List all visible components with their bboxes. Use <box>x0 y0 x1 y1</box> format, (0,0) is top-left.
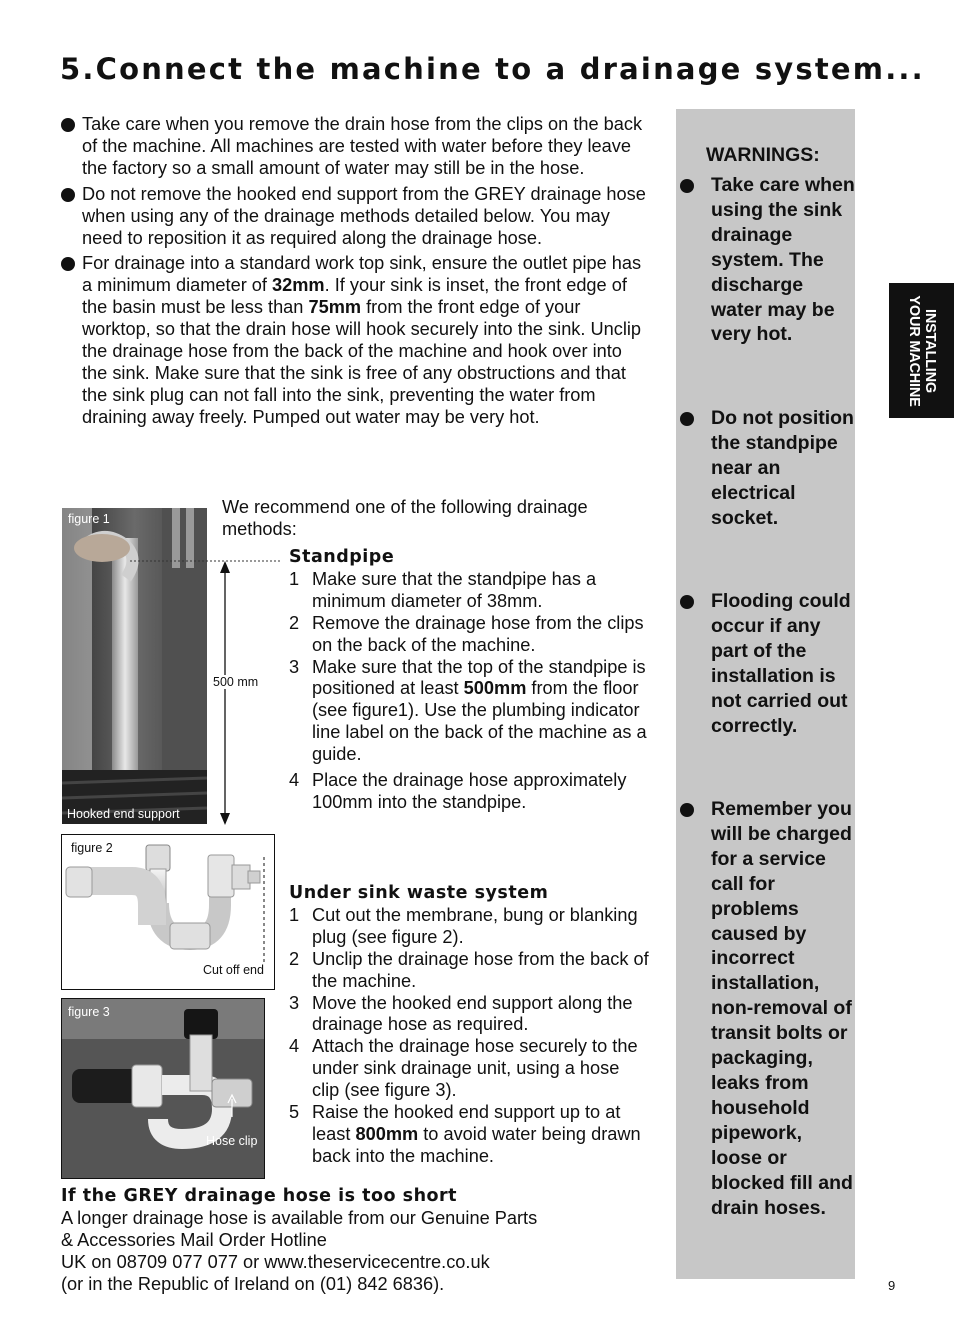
measure-arrow-icon <box>130 555 280 830</box>
step-text: Remove the drainage hose from the clips on the back of the machine. <box>312 612 644 655</box>
bullet-bold-value: 32mm <box>272 275 325 296</box>
standpipe-step <box>289 770 649 814</box>
step-number: 1 <box>289 568 300 589</box>
step-number: 5 <box>289 1102 300 1123</box>
side-tab-label: INSTALLING YOUR MACHINE <box>905 294 938 407</box>
undersink-heading: Under sink waste system <box>289 883 549 903</box>
step-text-part: from the floor (see figure1). Use the plumbing indicator line label on the back of the machine as a guide. <box>312 678 647 765</box>
step-number: 2 <box>289 612 300 633</box>
step-text: Move the hooked end support along the drainage hose as required. <box>312 992 633 1035</box>
page-title: 5.Connect the machine to a drainage system... <box>60 52 925 86</box>
undersink-step <box>289 949 649 993</box>
step-number: 1 <box>289 904 300 925</box>
bullet-item <box>60 253 650 428</box>
warning-item <box>678 173 856 347</box>
step-text-part: to avoid water being drawn back into the machine. <box>312 1123 641 1166</box>
bullet-dot-icon <box>680 412 694 426</box>
step-text: Cut out the membrane, bung or blanking plug (see figure 2). <box>312 904 638 947</box>
bullet-dot-icon <box>680 179 694 193</box>
short-hose-heading: If the GREY drainage hose is too short <box>61 1186 458 1206</box>
step-number: 2 <box>289 948 300 969</box>
figure-3-caption: Hose clip <box>206 1134 258 1148</box>
short-hose-line: (or in the Republic of Ireland on (01) 842 6836). <box>61 1273 445 1294</box>
figure-3-photo <box>61 998 265 1179</box>
bullet-dot-icon <box>680 803 694 817</box>
bullet-item <box>60 114 650 180</box>
bullet-text: Do not remove the hooked end support from the GREY drainage hose when using any of the drainage methods detailed below. You may need to reposition it as required along the drainage hose. <box>82 183 646 248</box>
warning-text: Remember you will be charged for a service call for problems caused by incorrect installation, non-removal of transit bolts or packaging, leaks from household pipework, loose or blocked fill and drain hoses. <box>711 798 853 1219</box>
standpipe-step <box>289 657 649 767</box>
warning-item <box>678 406 856 531</box>
short-hose-line: & Accessories Mail Order Hotline <box>61 1229 327 1250</box>
standpipe-step <box>289 613 649 657</box>
bullet-text-part: . If your sink is inset, the front edge of the basin must be less than <box>82 275 627 318</box>
figure-2-label: figure 2 <box>71 841 113 855</box>
section-side-tab <box>889 283 954 418</box>
bullet-text-part: from the front edge of your worktop, so that the drain hose will hook securely into the sink. Unclip the drainage hose from the back of the machine and hook over into the sink. Make sure that the sink is free of any obstructions and that the sink plug can not fall into the sink, preventing the water from draining away freely. Pumped out water may be very hot. <box>82 297 642 427</box>
undersink-step <box>289 1102 649 1168</box>
step-number: 3 <box>289 992 300 1013</box>
warning-text: Flooding could occur if any part of the installation is not carried out correctly. <box>711 590 851 737</box>
figure-1-label: figure 1 <box>68 512 110 526</box>
measure-label: 500 mm <box>213 675 259 689</box>
step-text: Make sure that the standpipe has a minimum diameter of 38mm. <box>312 568 597 611</box>
step-text-part: Raise the hooked end support up to at least <box>312 1102 621 1144</box>
standpipe-heading: Standpipe <box>289 547 395 567</box>
bullet-dot-icon <box>61 118 75 132</box>
short-hose-line: A longer drainage hose is available from our Genuine Parts <box>61 1207 538 1228</box>
bullet-text: Take care when you remove the drain hose from the clips on the back of the machine. All machines are tested with water before they leave the factory so a small amount of water may still be in the hose. <box>82 114 643 178</box>
undersink-step <box>289 1036 649 1102</box>
warning-item <box>678 589 856 738</box>
intro-bullets <box>60 114 650 433</box>
step-number: 3 <box>289 656 300 677</box>
step-text: Place the drainage hose approximately 100mm into the standpipe. <box>312 770 627 812</box>
step-bold-value: 800mm <box>355 1123 419 1144</box>
figure-3-label: figure 3 <box>68 1005 110 1019</box>
undersink-step <box>289 993 649 1037</box>
bullet-text-part: For drainage into a standard work top sink, ensure the outlet pipe has a minimum diameter of <box>82 253 642 296</box>
warning-text: Take care when using the sink drainage system. The discharge water may be very hot. <box>711 174 855 346</box>
figure-2-photo <box>61 834 275 990</box>
figure-2-caption: Cut off end <box>203 963 264 977</box>
bullet-bold-value: 75mm <box>308 297 362 318</box>
warnings-heading: WARNINGS: <box>706 144 820 166</box>
bullet-dot-icon <box>61 188 75 202</box>
recommend-text: We recommend one of the following drainage methods: <box>222 497 588 539</box>
hose-clip-illustration <box>62 999 264 1178</box>
warning-text: Do not position the standpipe near an electrical socket. <box>711 407 854 529</box>
bullet-dot-icon <box>61 257 75 271</box>
short-hose-section <box>61 1186 661 1296</box>
step-text: Attach the drainage hose securely to the under sink drainage unit, using a hose clip (see figure 3). <box>312 1036 638 1101</box>
undersink-section <box>289 883 649 1168</box>
step-bold-value: 500mm <box>463 678 527 699</box>
step-number: 4 <box>289 770 300 791</box>
standpipe-section <box>289 547 649 814</box>
bullet-dot-icon <box>680 595 694 609</box>
standpipe-step <box>289 569 649 613</box>
step-text-part: Make sure that the top of the standpipe is positioned at least <box>312 656 646 699</box>
step-text: Unclip the drainage hose from the back of the machine. <box>312 948 649 991</box>
bullet-item <box>60 184 650 250</box>
short-hose-line: UK on 08709 077 077 or www.theservicecentre.co.uk <box>61 1251 490 1272</box>
warning-item <box>678 797 856 1220</box>
undersink-step <box>289 905 649 949</box>
step-number: 4 <box>289 1036 300 1057</box>
page-number: 9 <box>888 1278 896 1293</box>
figure-1-caption: Hooked end support <box>67 807 180 821</box>
